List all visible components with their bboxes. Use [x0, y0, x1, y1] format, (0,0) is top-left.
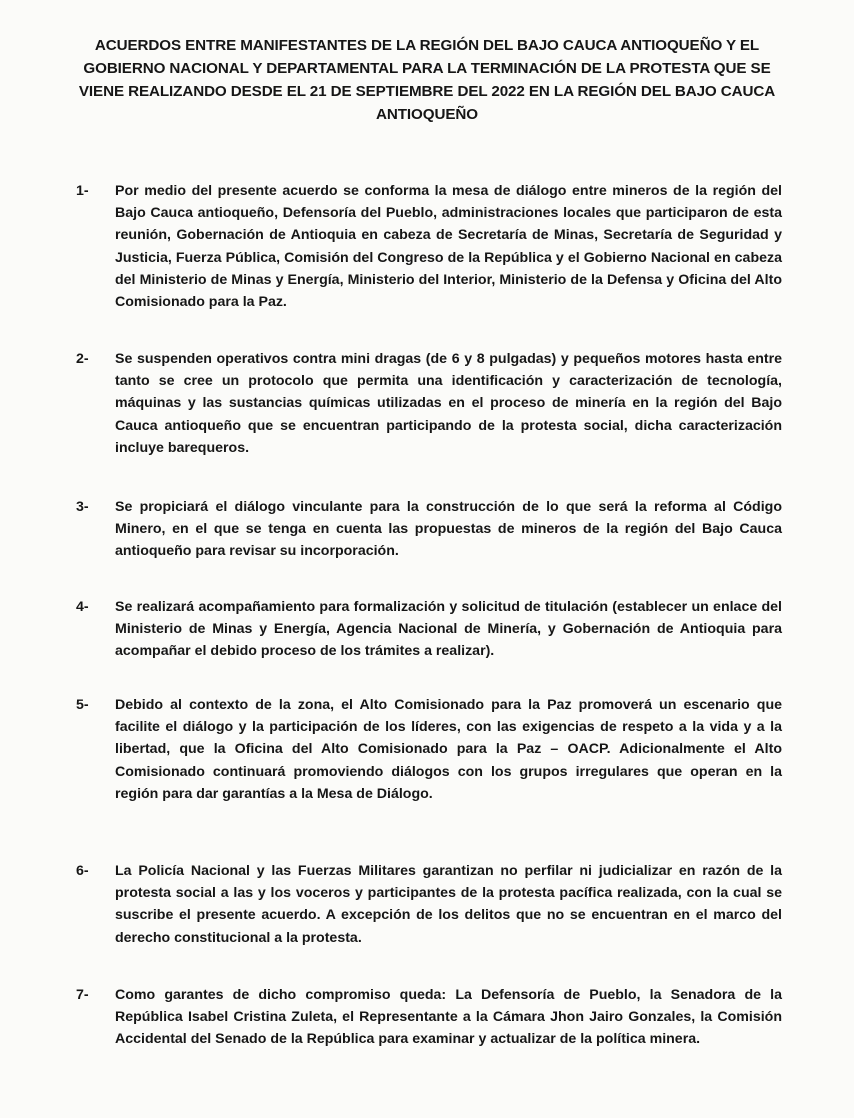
clause-3	[76, 496, 782, 563]
title-line-4: ANTIOQUEÑO	[376, 106, 478, 123]
clause-5	[76, 694, 782, 805]
clause-text: Como garantes de dicho compromiso queda: La Defensoría de Pueblo, la Senadora de la República Isabel Cristina Zuleta, el Representante a la Cámara Jhon Jairo Gonzales, la Comisión Accidental del Senado de la República para examinar y actualizar de la política minera.	[115, 987, 782, 1048]
document-title	[60, 34, 794, 126]
clause-number: 2-	[76, 351, 89, 367]
clause-number: 3-	[76, 499, 89, 515]
clause-text: Por medio del presente acuerdo se conforma la mesa de diálogo entre mineros de la región del Bajo Cauca antioqueño, Defensoría del Pueblo, administraciones locales que participaron de esta reunión, Gobernación de Antioquia en cabeza de Secretaría de Minas, Secretaría de Seguridad y Justicia, Fuerza Pública, Comisión del Congreso de la República y el Gobierno Nacional en cabeza del Ministerio de Minas y Energía, Ministerio del Interior, Ministerio de la Defensa y Oficina del Alto Comisionado para la Paz.	[115, 183, 782, 311]
clause-text: Se realizará acompañamiento para formalización y solicitud de titulación (establecer un enlace del Ministerio de Minas y Energía, Agencia Nacional de Minería, y Gobernación de Antioquia para acompañar el debido proceso de los trámites a realizar).	[115, 599, 782, 660]
clause-2	[76, 348, 782, 459]
title-line-1: ACUERDOS ENTRE MANIFESTANTES DE LA REGIÓN DEL BAJO CAUCA ANTIOQUEÑO Y EL	[94, 37, 760, 54]
clause-text: Se suspenden operativos contra mini dragas (de 6 y 8 pulgadas) y pequeños motores hasta entre tanto se cree un protocolo que permita una identificación y caracterización de tecnología, máquinas y las sustancias químicas utilizadas en el proceso de minería en la región del Bajo Cauca antioqueño que se encuentran participando de la protesta social, dicha caracterización incluye barequeros.	[115, 351, 782, 456]
clause-text: Debido al contexto de la zona, el Alto Comisionado para la Paz promoverá un escenario que facilite el diálogo y la participación de los líderes, con las exigencias de respeto a la vida y a la libertad, que la Oficina del Alto Comisionado para la Paz – OACP. Adicionalmente el Alto Comisionado continuará promoviendo diálogos con los grupos irregulares que operan en la región para dar garantías a la Mesa de Diálogo.	[115, 697, 782, 802]
clause-4	[76, 596, 782, 663]
clause-6	[76, 860, 782, 949]
clause-text: La Policía Nacional y las Fuerzas Militares garantizan no perfilar ni judicializar en razón de la protesta social a las y los voceros y participantes de la protesta pacífica realizada, con la cual se suscribe el presente acuerdo. A excepción de los delitos que no se encuentran en el marco del derecho constitucional a la protesta.	[115, 863, 782, 946]
clause-number: 4-	[76, 599, 89, 615]
clause-number: 7-	[76, 987, 89, 1003]
clause-number: 5-	[76, 697, 89, 713]
title-line-2: GOBIERNO NACIONAL Y DEPARTAMENTAL PARA LA TERMINACIÓN DE LA PROTESTA QUE SE	[83, 60, 771, 77]
clause-number: 6-	[76, 863, 89, 879]
clause-text: Se propiciará el diálogo vinculante para la construcción de lo que será la reforma al Código Minero, en el que se tenga en cuenta las propuestas de mineros de la región del Bajo Cauca antioqueño para revisar su incorporación.	[115, 499, 782, 560]
clause-1	[76, 180, 782, 313]
clause-number: 1-	[76, 183, 89, 199]
title-line-3: VIENE REALIZANDO DESDE EL 21 DE SEPTIEMBRE DEL 2022 EN LA REGIÓN DEL BAJO CAUCA	[78, 83, 776, 100]
clause-7	[76, 984, 782, 1051]
